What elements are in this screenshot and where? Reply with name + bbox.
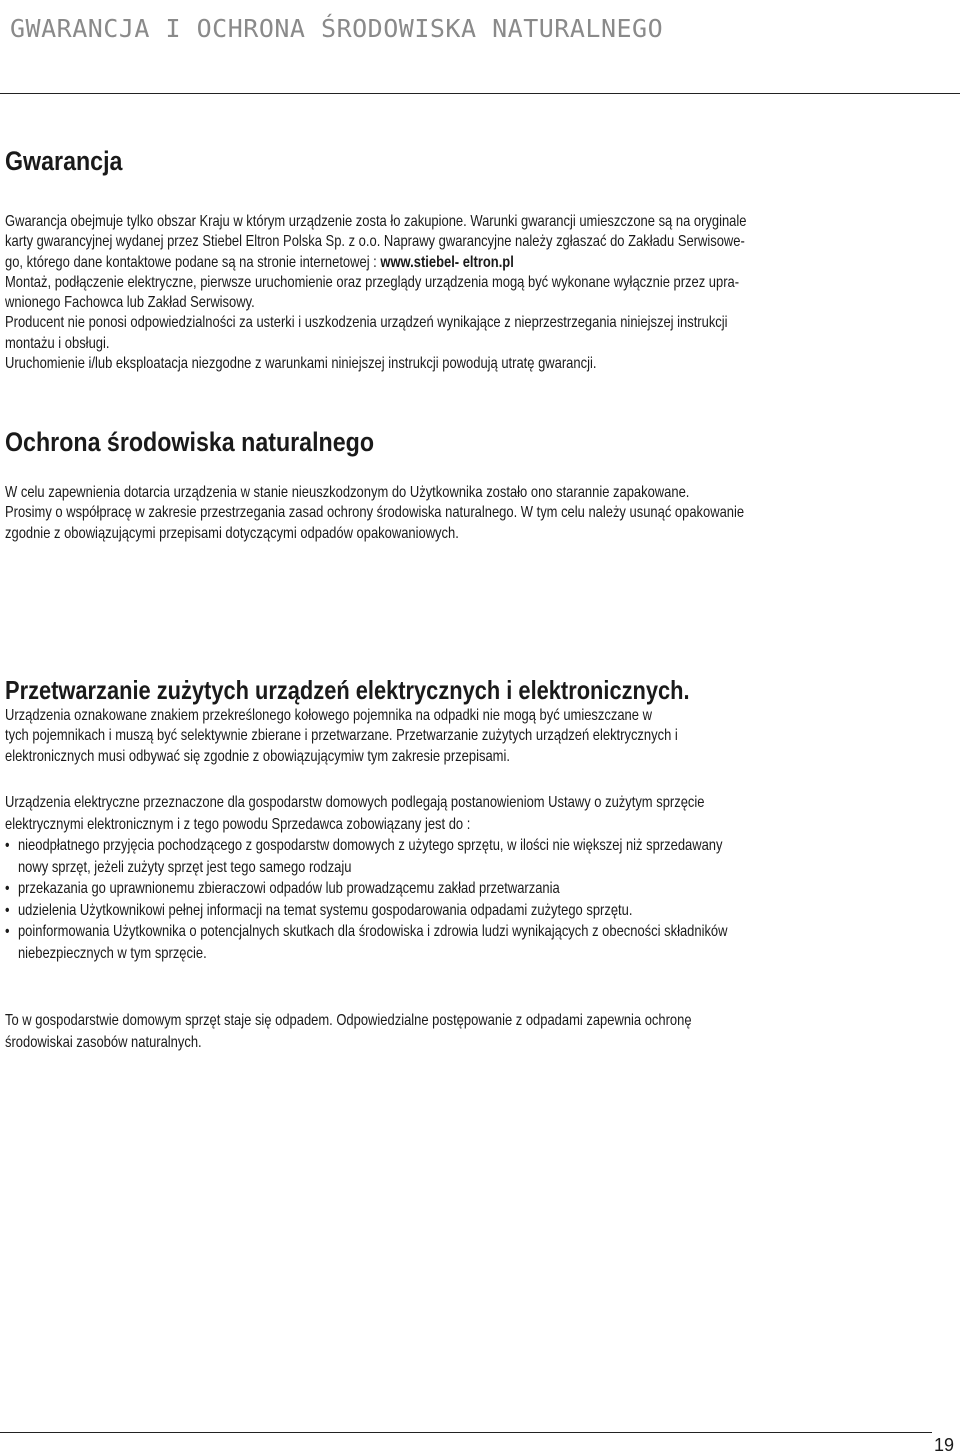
environment-line: zgodnie z obowiązującymi przepisami dotyczącymi odpadów opakowaniowych. — [5, 524, 459, 542]
list-item — [5, 835, 912, 878]
duties-line: elektrycznymi elektronicznym i z tego powodu Sprzedawca zobowiązany jest do : — [5, 815, 471, 833]
environment-heading: Ochrona środowiska naturalnego — [5, 427, 375, 457]
warranty-line: wnionego Fachowca lub Zakład Serwisowy. — [5, 294, 255, 312]
warranty-heading: Gwarancja — [5, 146, 123, 176]
list-item — [5, 921, 912, 964]
list-item-line: • przekazania go uprawnionemu zbieraczowi odpadów lub prowadzącemu zakład przetwarzania — [17, 880, 560, 897]
list-item-line: niebezpiecznych w tym sprzęcie. — [17, 944, 207, 962]
website-link[interactable]: www.stiebel- eltron.pl — [380, 253, 514, 271]
recycling-line: tych pojemnikach i muszą być selektywnie zbierane i przetwarzane. Przetwarzanie zużytych urządzeń elektrycznych i — [5, 727, 678, 745]
footer-divider — [0, 1432, 932, 1433]
recycling-closing — [5, 1010, 912, 1053]
warranty-line-text: go, którego dane kontaktowe podane są na stronie internetowej : — [5, 253, 381, 271]
environment-line: W celu zapewnienia dotarcia urządzenia w stanie nieuszkodzonym do Użytkownika zostało ono starannie zapakowane. — [5, 484, 690, 501]
environment-text — [5, 483, 912, 544]
list-item-line: nowy sprzęt, jeżeli zużyty sprzęt jest tego samego rodzaju — [17, 858, 352, 876]
header-divider — [0, 93, 960, 94]
warranty-line: Montaż, podłączenie elektryczne, pierwsze uruchomienie oraz przeglądy urządzenia mogą być wykonane wyłącznie przez upra- — [5, 273, 740, 291]
list-item — [5, 878, 912, 900]
warranty-line: karty gwarancyjnej wydanej przez Stiebel Eltron Polska Sp. z o.o. Naprawy gwarancyjne należy zgłaszać do Zakładu Serwisowe- — [5, 233, 745, 251]
list-item-line: • udzielenia Użytkownikowi pełnej informacji na temat systemu gospodarowania odpadami zużytego sprzętu. — [17, 901, 633, 919]
closing-line: To w gospodarstwie domowym sprzęt staje się odpadem. Odpowiedzialne postępowanie z odpadami zapewnia ochronę — [5, 1012, 692, 1029]
warranty-line: Gwarancja obejmuje tylko obszar Kraju w którym urządzenie zosta ło zakupione. Warunki gwarancji umieszczone są na oryginale — [5, 213, 747, 230]
page-number: 19 — [933, 1435, 954, 1455]
recycling-line: elektronicznych musi odbywać się zgodnie z obowiązującymiw tym zakresie przepisami. — [5, 747, 510, 765]
duties-list — [5, 835, 912, 964]
duties-line: Urządzenia elektryczne przeznaczone dla gospodarstw domowych podlegają postanowieniom Ustawy o zużytym sprzęcie — [5, 794, 705, 811]
page-header-title: GWARANCJA I OCHRONA ŚRODOWISKA NATURALNEGO — [10, 14, 664, 43]
closing-line: środowiskai zasobów naturalnych. — [5, 1033, 202, 1051]
warranty-line: montażu i obsługi. — [5, 334, 110, 352]
environment-line: Prosimy o współpracę w zakresie przestrzegania zasad ochrony środowiska naturalnego. W tym celu należy usunąć opakowanie — [5, 504, 745, 522]
recycling-intro — [5, 706, 912, 767]
warranty-text — [5, 212, 912, 374]
recycling-heading: Przetwarzanie zużytych urządzeń elektrycznych i elektronicznych. — [5, 675, 690, 705]
list-item — [5, 900, 912, 922]
warranty-line: Uruchomienie i/lub eksploatacja niezgodne z warunkami niniejszej instrukcji powodują utratę gwarancji. — [5, 355, 597, 373]
warranty-line: Producent nie ponosi odpowiedzialności za usterki i uszkodzenia urządzeń wynikające z nieprzestrzegania niniejszej instrukcji — [5, 314, 728, 332]
recycling-line: Urządzenia oznakowane znakiem przekreślonego kołowego pojemnika na odpadki nie mogą być umieszczane w — [5, 707, 652, 724]
recycling-duties — [5, 792, 912, 964]
list-item-line: • nieodpłatnego przyjęcia pochodzącego z gospodarstw domowych z użytego sprzętu, w ilości nie większej niż sprzedawany — [17, 837, 723, 854]
list-item-line: • poinformowania Użytkownika o potencjalnych skutkach dla środowiska i zdrowia ludzi wynikających z obecności składników — [17, 923, 728, 940]
warranty-line — [5, 253, 912, 273]
